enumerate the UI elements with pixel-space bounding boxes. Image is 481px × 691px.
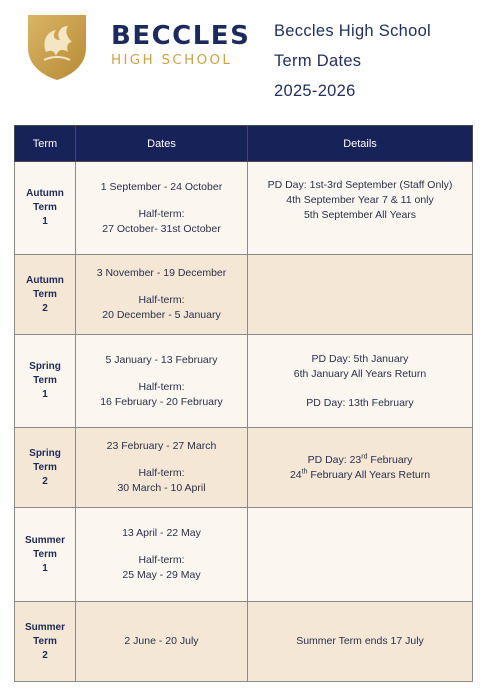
- term-dates: 23 February - 27 March: [106, 440, 217, 452]
- term-word: Term: [33, 548, 57, 560]
- dates-cell: [76, 602, 248, 682]
- term-cell: [15, 508, 76, 602]
- term-dates: 3 November - 19 December: [96, 267, 227, 279]
- half-term-label: Half-term:: [138, 294, 185, 306]
- column-header-term: Term: [15, 126, 76, 162]
- term-dates: 2 June - 20 July: [124, 635, 199, 647]
- term-cell: [15, 255, 76, 335]
- dates-cell: [76, 428, 248, 508]
- term-cell: [15, 428, 76, 508]
- dates-cell: [76, 162, 248, 255]
- doc-title-line1: Beccles High School: [274, 22, 432, 40]
- half-term-dates: 16 February - 20 February: [100, 395, 223, 408]
- school-crest-icon: [26, 12, 88, 82]
- term-word: Term: [33, 288, 57, 300]
- term-number: 2: [42, 302, 48, 314]
- term-dates: 1 September - 24 October: [100, 180, 223, 193]
- page-header: [0, 0, 481, 110]
- half-term-label: Half-term:: [138, 380, 185, 393]
- half-term-dates: 20 December - 5 January: [102, 309, 221, 321]
- term-number: 1: [42, 216, 48, 227]
- details-cell: [248, 162, 473, 255]
- term-number: 1: [42, 389, 48, 400]
- details-line: PD Day: 13th February: [306, 396, 414, 409]
- half-term-label: Half-term:: [138, 554, 185, 566]
- term-cell: [15, 335, 76, 428]
- term-number: 2: [42, 649, 48, 661]
- school-logo-text: [111, 22, 250, 68]
- table-row: [15, 508, 473, 602]
- term-cell: [15, 162, 76, 255]
- dates-cell: [76, 335, 248, 428]
- table-row: [15, 162, 473, 255]
- table-row: [15, 255, 473, 335]
- details-line: 4th September Year 7 & 11 only: [286, 194, 434, 206]
- term-word: Term: [33, 635, 57, 647]
- term-number: 2: [42, 475, 48, 487]
- dates-cell: [76, 255, 248, 335]
- dates-cell: [76, 508, 248, 602]
- details-line: PD Day: 23rd February: [307, 453, 413, 466]
- details-cell: [248, 255, 473, 335]
- doc-title-line2: Term Dates: [274, 52, 362, 70]
- term-dates: 13 April - 22 May: [122, 527, 201, 539]
- table-row: [15, 335, 473, 428]
- term-season: Spring: [29, 447, 61, 459]
- half-term-dates: 27 October- 31st October: [102, 222, 221, 235]
- term-season: Spring: [29, 361, 61, 372]
- details-line: PD Day: 5th January: [311, 352, 409, 365]
- column-header-details: Details: [248, 126, 473, 162]
- details-cell: [248, 335, 473, 428]
- half-term-dates: 30 March - 10 April: [117, 482, 206, 494]
- column-header-dates: Dates: [76, 126, 248, 162]
- table-row: [15, 602, 473, 682]
- details-line: 5th September All Years: [303, 209, 417, 221]
- term-dates-table: [14, 125, 473, 682]
- details-line: 6th January All Years Return: [293, 367, 427, 380]
- term-dates: 5 January - 13 February: [105, 353, 218, 366]
- doc-title-line3: 2025-2026: [274, 82, 356, 100]
- term-cell: [15, 602, 76, 682]
- term-word: Term: [33, 202, 57, 213]
- details-line: 24th February All Years Return: [289, 468, 431, 481]
- table-header-row: [15, 126, 473, 162]
- half-term-label: Half-term:: [138, 207, 185, 220]
- details-line: PD Day: 1st-3rd September (Staff Only): [267, 179, 453, 191]
- term-word: Term: [33, 461, 57, 473]
- term-season: Autumn: [26, 188, 64, 199]
- school-name-line1: BECCLES: [111, 21, 251, 51]
- term-season: Summer: [24, 534, 65, 546]
- school-name-line2: HIGH SCHOOL: [111, 52, 233, 68]
- term-number: 1: [42, 562, 48, 574]
- half-term-dates: 25 May - 29 May: [122, 569, 201, 581]
- table-row: [15, 428, 473, 508]
- term-season: Summer: [24, 621, 65, 633]
- document-title: [274, 16, 431, 106]
- details-cell: [248, 428, 473, 508]
- half-term-label: Half-term:: [138, 467, 185, 479]
- details-cell: [248, 508, 473, 602]
- details-line: Summer Term ends 17 July: [296, 635, 424, 647]
- term-word: Term: [33, 375, 57, 386]
- term-season: Autumn: [26, 274, 64, 286]
- details-cell: [248, 602, 473, 682]
